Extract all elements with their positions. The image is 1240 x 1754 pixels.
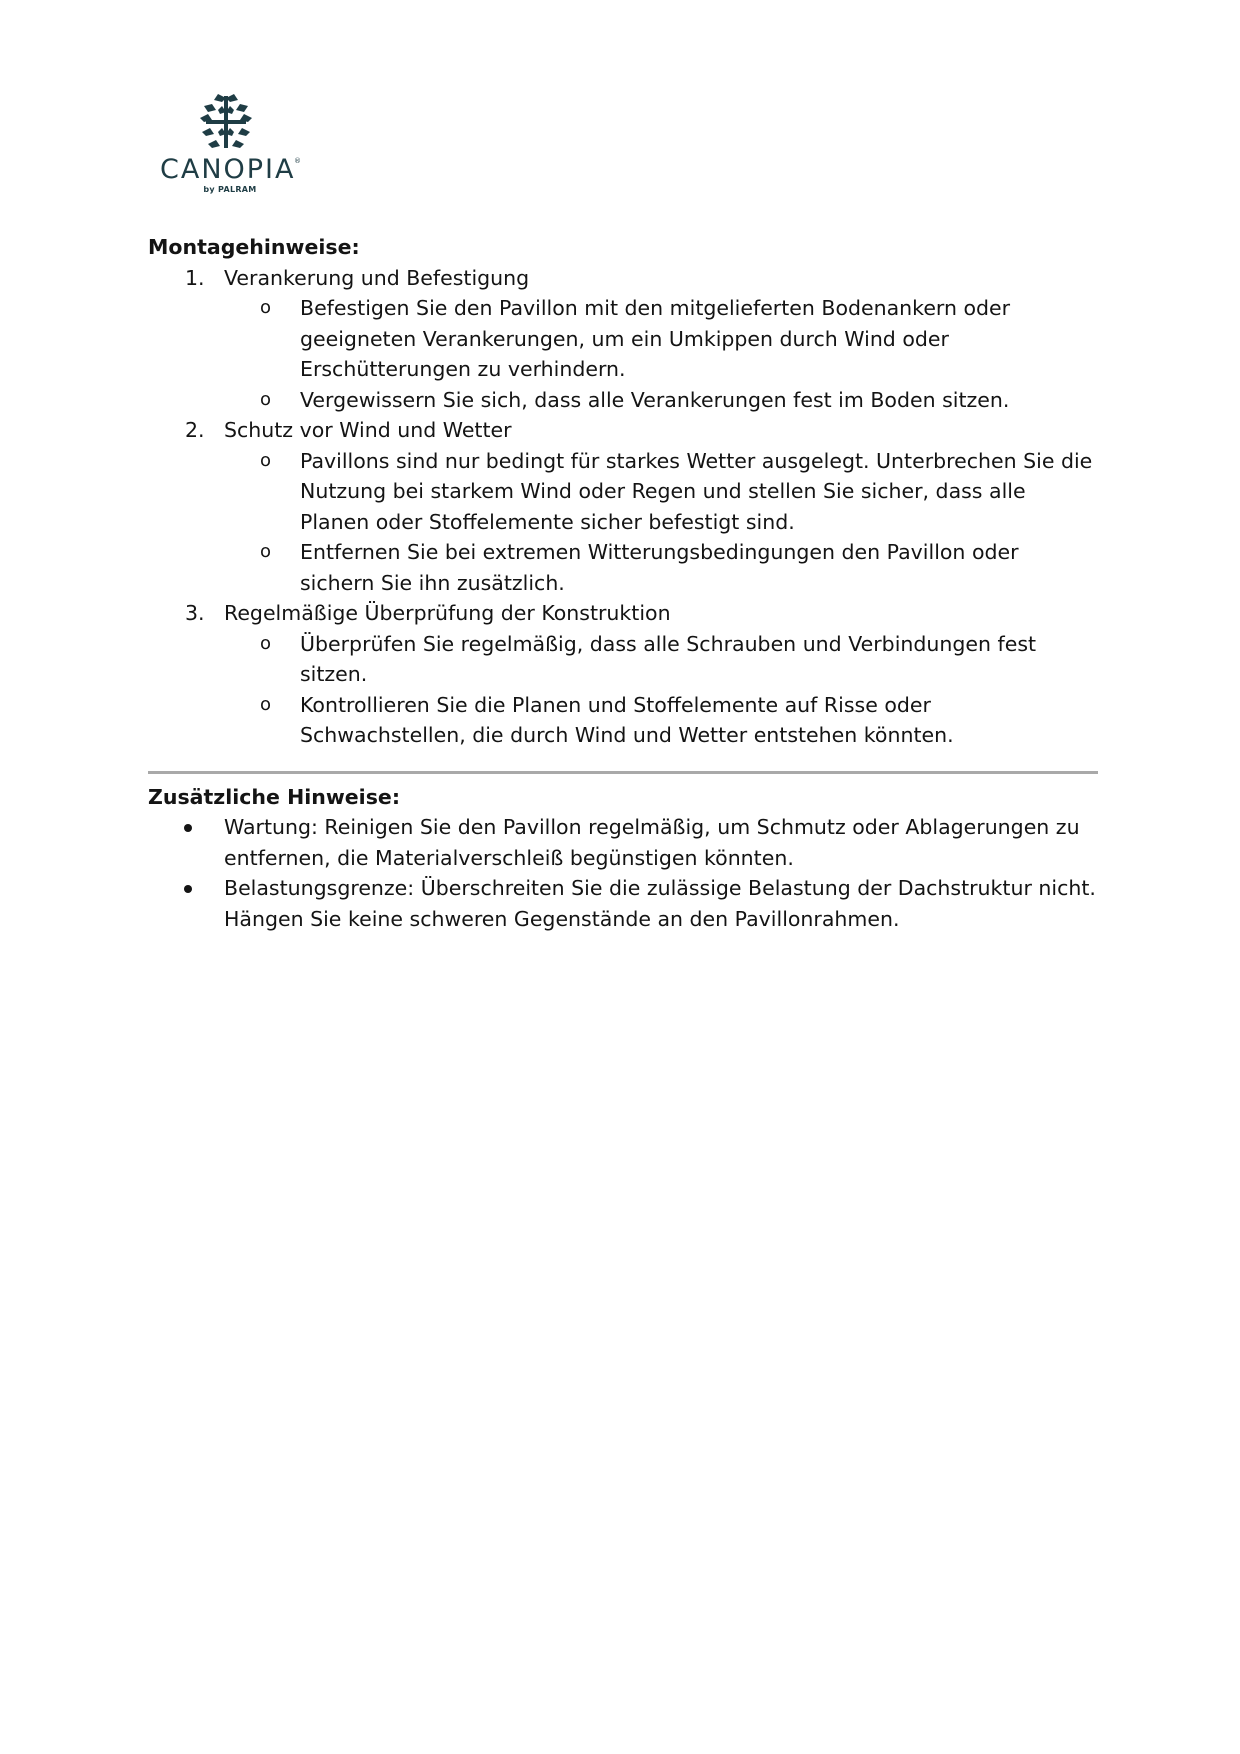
document-body [148, 232, 1098, 934]
sub-list-item [148, 293, 1098, 385]
sub-item-text: Entfernen Sie bei extremen Witterungsbedingungen den Pavillon oder sichern Sie ihn zusätzlich. [300, 540, 1019, 595]
numbered-item [148, 263, 1098, 294]
bullet-text: Wartung: Reinigen Sie den Pavillon regelmäßig, um Schmutz oder Ablagerungen zu entfernen, die Materialverschleiß begünstigen könnten. [224, 815, 1080, 870]
sub-list-item [148, 690, 1098, 751]
sub-item-text: Überprüfen Sie regelmäßig, dass alle Schrauben und Verbindungen fest sitzen. [300, 631, 1037, 686]
numbered-item [148, 598, 1098, 629]
circle-bullet-icon: o [260, 693, 272, 715]
bullet-dot-icon [184, 824, 192, 832]
registered-mark: ® [294, 157, 301, 165]
logo-tagline: by PALRAM [203, 185, 257, 194]
circle-bullet-icon: o [260, 541, 272, 562]
sub-list-item [148, 385, 1098, 416]
item-title: Schutz vor Wind und Wetter [224, 418, 512, 442]
sub-item-text: Pavillons sind nur bedingt für starkes Wetter ausgelegt. Unterbrechen Sie die Nutzung bei starkem Wind oder Regen und stellen Sie sicher, dass alle Planen oder Stoffelemente sicher befestigt sind. [300, 448, 1093, 534]
section-divider [148, 771, 1098, 774]
sub-item-text: Vergewissern Sie sich, dass alle Verankerungen fest im Boden sitzen. [300, 387, 1010, 412]
bullet-text: Belastungsgrenze: Überschreiten Sie die zulässige Belastung der Dachstruktur nicht. Hängen Sie keine schweren Gegenstände an den Pavillonrahmen. [224, 876, 1096, 931]
item-number: 2. [185, 418, 205, 442]
item-title: Regelmäßige Überprüfung der Konstruktion [224, 601, 671, 625]
sub-item-text: Befestigen Sie den Pavillon mit den mitgelieferten Bodenankern oder geeigneten Verankerungen, um ein Umkippen durch Wind oder Erschütterungen zu verhindern. [300, 296, 1011, 381]
sub-list-item [148, 537, 1098, 598]
bullet-list-item [148, 812, 1098, 873]
leaf-cluster-icon [196, 92, 256, 152]
item-number: 3. [185, 601, 205, 625]
logo-wordmark: CANOPIA [160, 154, 296, 185]
bullet-list-item [148, 873, 1098, 934]
section-heading-zusaetzlich: Zusätzliche Hinweise: [148, 784, 401, 809]
bullet-dot-icon [184, 885, 192, 893]
sub-item-text: Kontrollieren Sie die Planen und Stoffelemente auf Risse oder Schwachstellen, die durch Wind und Wetter entstehen könnten. [300, 692, 954, 747]
circle-bullet-icon: o [260, 388, 272, 410]
numbered-item [148, 415, 1098, 446]
section-heading-montage: Montagehinweise: [148, 235, 360, 259]
circle-bullet-icon: o [260, 449, 272, 471]
sub-list-item [148, 629, 1098, 690]
circle-bullet-icon: o [260, 632, 272, 654]
canopia-logo [160, 92, 300, 202]
circle-bullet-icon: o [260, 297, 272, 318]
item-number: 1. [185, 265, 205, 290]
sub-list-item [148, 446, 1098, 538]
item-title: Verankerung und Befestigung [224, 265, 530, 290]
